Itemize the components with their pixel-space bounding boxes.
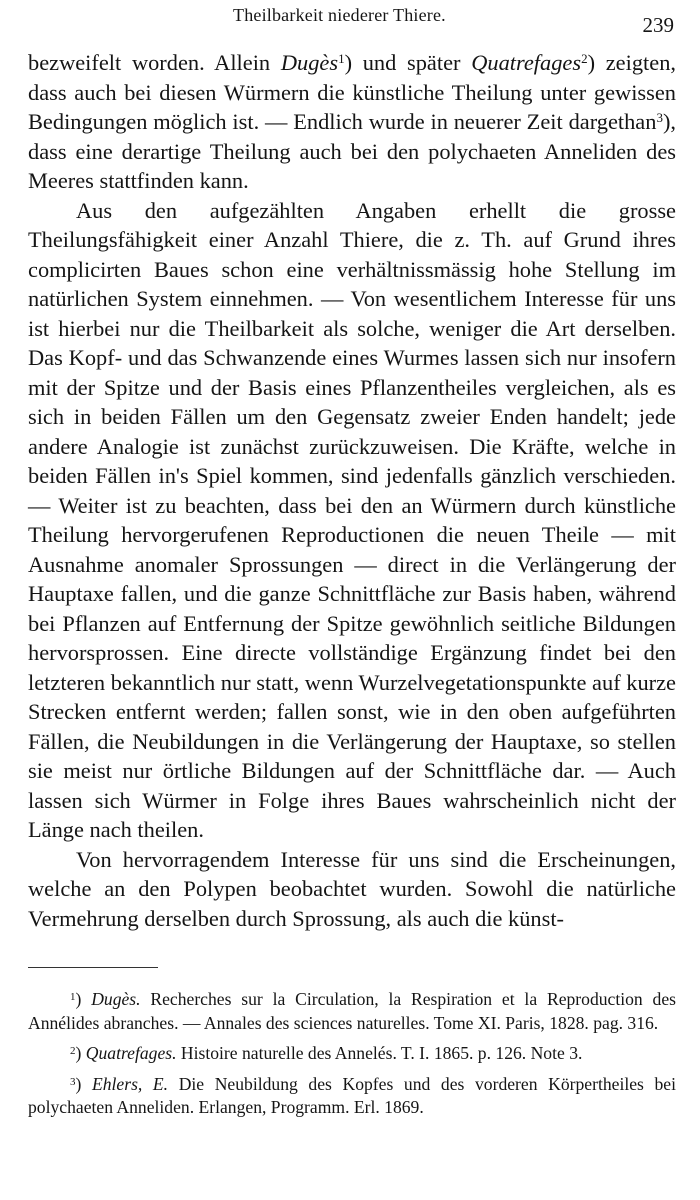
footnote-1: $^1$) Dugès. Recherches sur la Circulation, la Respiration et la Reproduction des Annélides abranches. — Annales des sciences naturelles. Tome XI. Paris, 1828. pag. 316. xyxy=(28,989,676,1033)
text-run: bezweifelt worden. Allein xyxy=(28,50,281,75)
text-run: ) und später xyxy=(344,50,472,75)
author-name-duges: Dugès xyxy=(280,50,339,75)
footnote-ref-1: 1 xyxy=(338,51,345,66)
footnote-text: Histoire naturelle des Annelés. T. I. 1865. p. 126. Note 3. xyxy=(176,1043,583,1063)
footnote-mark: 2 xyxy=(70,1045,76,1057)
footnote-mark: 3 xyxy=(70,1075,76,1088)
footnote-divider xyxy=(28,967,158,968)
footnote-mark: 1 xyxy=(70,991,76,1003)
text-run: ), dass eine derartige Theilung auch bei den polychaeten Anneliden des Meeres stattfinden kann. xyxy=(28,109,676,193)
footnote-2: $^2$) Quatrefages. Histoire naturelle des Annelés. T. I. 1865. p. 126. Note 3. xyxy=(70,1043,583,1063)
paragraph: Aus den aufgezählten Angaben erhellt die grosse Theilungsfähigkeit einer Anzahl Thiere, die z. Th. auf Grund ihres complicirten Baues schon eine verhältnissmässig hohe Stellung im natürlichen System einnehmen. — Von wesentlichem Interesse für uns ist hierbei nur die Theilbarkeit als solche, weniger die Art derselben. Das Kopf- und das Schwanzende eines Wurmes lassen sich nur insofern mit der Spitze und der Basis eines Pflanzentheiles vergleichen, als es sich in beiden Fällen um den Gegensatz zweier Enden handelt; jede andere Analogie ist zunächst zurückzuweisen. Die Kräfte, welche in beiden Fällen in's Spiel kommen, sind jedenfalls gänzlich verschieden. — Weiter ist zu beachten, dass bei den an Würmern durch künstliche Theilung hervorgerufenen Reproductionen die neuen Theile — mit Ausnahme anomaler Sprossungen — direct in die Verlängerung der Hauptaxe fallen, und die ganze Schnittfläche zur Basis haben, während bei Pflanzen auf Entfernung der Spitze gewöhnlich seitliche Bildungen hervorsprossen. Eine directe vollständige Ergänzung findet bei den letzteren bekanntlich nur statt, wenn Wurzelvegetationspunkte auf kurze Strecken entfernt werden; fallen sonst, wie in den oben aufgeführten Fällen, die Neubildungen in die Verlängerung der Hauptaxe, so stellen sie meist nur örtliche Bildungen auf der Schnittfläche dar. — Auch lassen sich Würmer in Folge ihres Baues wahrscheinlich nicht der Länge nach theilen. xyxy=(28,197,676,842)
author-name-quatrefages: Quatrefages xyxy=(471,50,582,75)
footnotes xyxy=(28,988,676,1120)
footnote-text: Die Neubildung des Kopfes und des vorderen Körpertheiles bei polychaeten Anneliden. Erlangen, Programm. Erl. 1869. xyxy=(28,1073,676,1117)
paragraph-continuation xyxy=(28,48,676,196)
footnote-ref-2: 2 xyxy=(581,51,588,66)
running-title: Theilbarkeit niederer Thiere. xyxy=(233,5,446,25)
running-head xyxy=(28,0,676,38)
footnote-ref-3: 3 xyxy=(656,110,663,125)
footnote-author: Quatrefages. xyxy=(85,1043,177,1063)
footnote-author: Ehlers, E. xyxy=(91,1073,169,1094)
text-run: ) zeigten, dass auch bei diesen Würmern die künstliche Theilung unter gewissen Bedingungen möglich ist. — Endlich wurde in neuerer Zeit dargethan xyxy=(28,50,676,134)
paragraph: Von hervorragendem Interesse für uns sind die Erscheinungen, welche an den Polypen beobachtet wurden. Sowohl die natürliche Vermehrung derselben durch Sprossung, als auch die künst- xyxy=(28,846,676,931)
footnote-text: Recherches sur la Circulation, la Respiration et la Reproduction des Annélides abranches. — Annales des sciences naturelles. Tome XI. Paris, 1828. pag. 316. xyxy=(28,989,676,1033)
page-number: 239 xyxy=(642,13,674,37)
footnote-author: Dugès. xyxy=(91,989,141,1009)
body-text xyxy=(28,48,676,933)
footnote-3: $^3$) Ehlers, E. Die Neubildung des Kopfes und des vorderen Körpertheiles bei polychaeten Anneliden. Erlangen, Programm. Erl. 1869. xyxy=(28,1073,676,1117)
